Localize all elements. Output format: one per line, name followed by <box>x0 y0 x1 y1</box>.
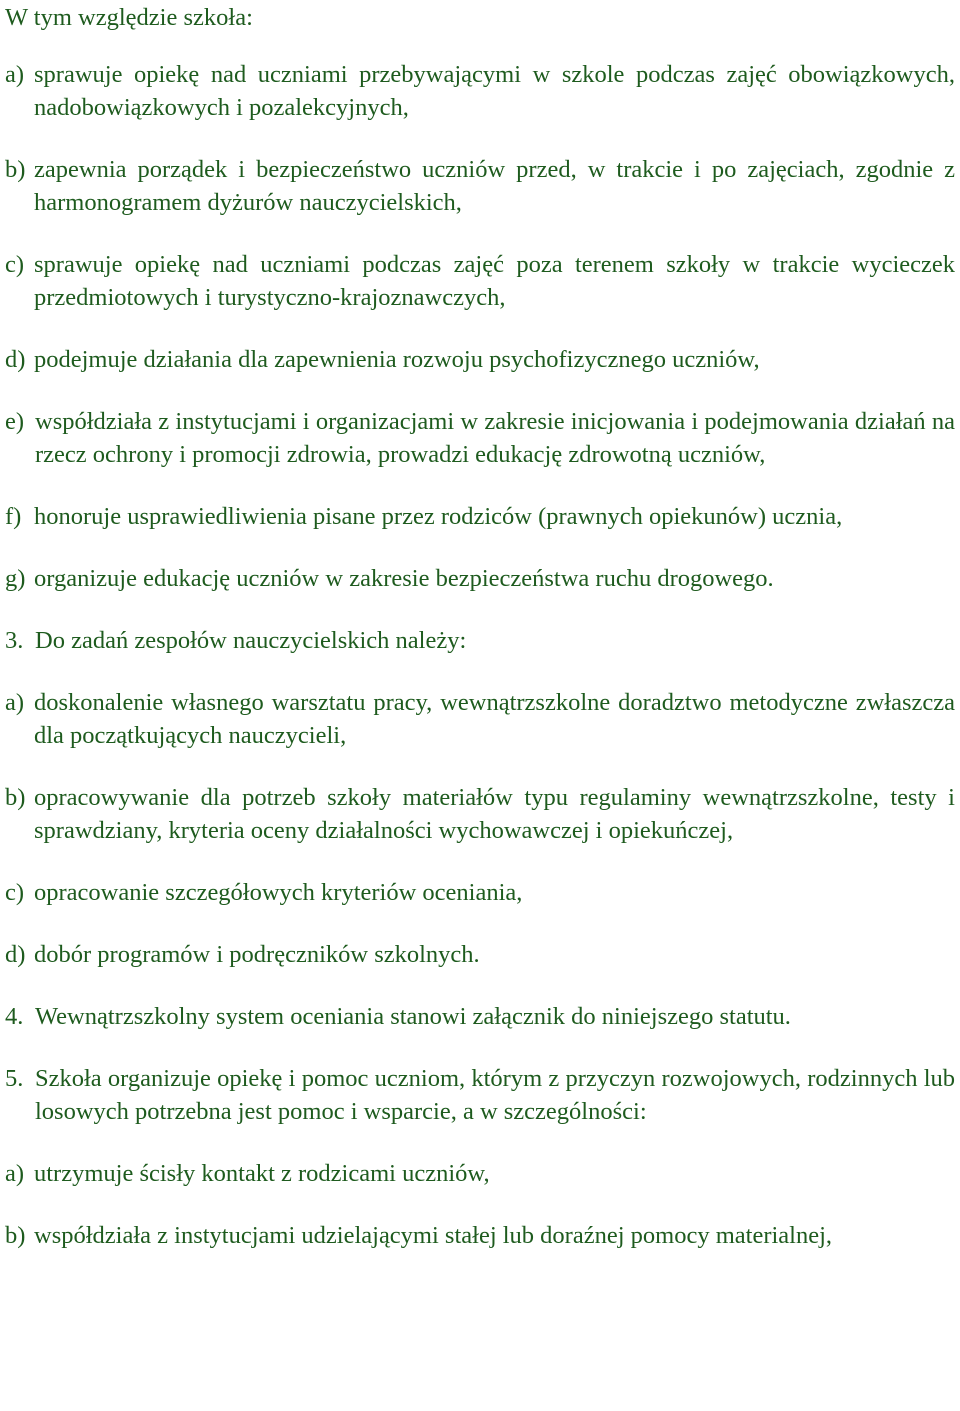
list-item-d <box>5 343 955 376</box>
list-item-c <box>5 876 955 909</box>
item-label: d) <box>5 346 26 373</box>
item-label: 3. <box>5 627 24 654</box>
document-page <box>5 0 955 1252</box>
list-item-c <box>5 248 955 314</box>
list-item-b <box>5 781 955 847</box>
item-text: organizuje edukację uczniów w zakresie bezpieczeństwa ruchu drogowego. <box>34 565 774 592</box>
item-label: a) <box>5 689 25 716</box>
intro-line: W tym względzie szkoła: <box>5 4 253 31</box>
item-label: d) <box>5 941 26 968</box>
item-text: dobór programów i podręczników szkolnych. <box>34 941 480 968</box>
list-item-a <box>5 58 955 124</box>
item-label: b) <box>5 156 26 183</box>
list-item-a <box>5 686 955 752</box>
list-item-g <box>5 562 955 595</box>
item-text: opracowanie szczegółowych kryteriów oceniania, <box>34 879 523 906</box>
item-text: współdziała z instytucjami udzielającymi stałej lub doraźnej pomocy materialnej, <box>34 1222 833 1249</box>
item-text: honoruje usprawiedliwienia pisane przez rodziców (prawnych opiekunów) ucznia, <box>34 503 843 530</box>
section-3-heading <box>5 624 955 657</box>
item-text: Szkoła organizuje opiekę i pomoc uczniom, którym z przyczyn rozwojowych, rodzinnych lub losowych potrzebna jest pomoc i wsparcie, a w szczególności: <box>35 1065 955 1125</box>
item-text: Do zadań zespołów nauczycielskich należy: <box>35 627 467 654</box>
item-label: e) <box>5 408 25 435</box>
section-4-paragraph <box>5 1000 955 1033</box>
item-label: c) <box>5 879 25 906</box>
list-item-b <box>5 1219 955 1252</box>
item-label: a) <box>5 61 25 88</box>
item-label: 5. <box>5 1065 24 1092</box>
item-text: współdziała z instytucjami i organizacjami w zakresie inicjowania i podejmowania działań na rzecz ochrony i promocji zdrowia, prowadzi edukację zdrowotną uczniów, <box>35 408 955 468</box>
item-text: doskonalenie własnego warsztatu pracy, wewnątrzszkolne doradztwo metodyczne zwłaszcza dla początkujących nauczycieli, <box>34 689 955 749</box>
item-label: a) <box>5 1160 25 1187</box>
item-label: b) <box>5 1222 26 1249</box>
list-item-d <box>5 938 955 971</box>
item-text: podejmuje działania dla zapewnienia rozwoju psychofizycznego uczniów, <box>34 346 760 373</box>
item-text: opracowywanie dla potrzeb szkoły materiałów typu regulaminy wewnątrzszkolne, testy i sprawdziany, kryteria oceny działalności wychowawczej i opiekuńczej, <box>34 784 955 844</box>
item-label: b) <box>5 784 26 811</box>
item-label: c) <box>5 251 25 278</box>
item-text: Wewnątrzszkolny system oceniania stanowi załącznik do niniejszego statutu. <box>35 1003 791 1030</box>
list-item-b <box>5 153 955 219</box>
item-text: zapewnia porządek i bezpieczeństwo uczniów przed, w trakcie i po zajęciach, zgodnie z harmonogramem dyżurów nauczycielskich, <box>34 156 955 216</box>
item-text: sprawuje opiekę nad uczniami przebywającymi w szkole podczas zajęć obowiązkowych, nadobowiązkowych i pozalekcyjnych, <box>34 61 955 121</box>
list-item-a <box>5 1157 955 1190</box>
list-item-f <box>5 500 955 533</box>
item-label: 4. <box>5 1003 24 1030</box>
item-text: utrzymuje ścisły kontakt z rodzicami uczniów, <box>34 1160 490 1187</box>
item-label: g) <box>5 565 26 592</box>
item-text: sprawuje opiekę nad uczniami podczas zajęć poza terenem szkoły w trakcie wycieczek przedmiotowych i turystyczno-krajoznawczych, <box>34 251 955 311</box>
section-5-paragraph <box>5 1062 955 1128</box>
item-label: f) <box>5 503 22 530</box>
list-item-e <box>5 405 955 471</box>
